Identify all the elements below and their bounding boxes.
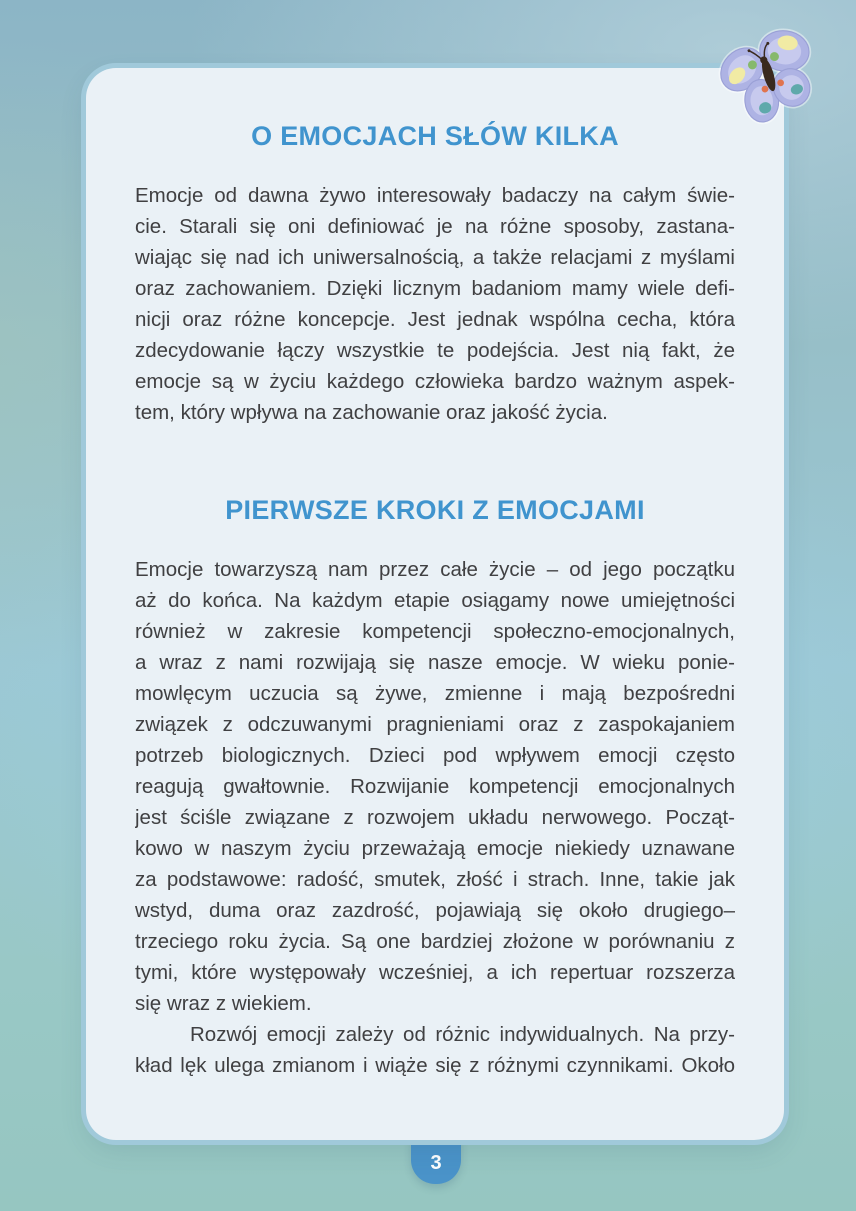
text-line: cie. Starali się oni definiować je na różne sposoby, zastana- — [135, 215, 735, 238]
section-heading: O EMOCJACH SŁÓW KILKA — [251, 121, 619, 151]
paragraph — [135, 180, 735, 428]
content-card — [86, 68, 784, 1140]
text-line: się wraz z wiekiem. — [135, 992, 312, 1015]
text-line: Emocje od dawna żywo interesowały badaczy na całym świe- — [135, 184, 735, 207]
section-heading: PIERWSZE KROKI Z EMOCJAMI — [225, 495, 645, 525]
text-line: związek z odczuwanymi pragnieniami oraz z zaspokajaniem — [135, 713, 735, 736]
text-line: kład lęk ulega zmianom i wiąże się z różnymi czynnikami. Około — [135, 1054, 735, 1077]
text-line: zdecydowanie łączy wszystkie te podejścia. Jest nią fakt, że — [135, 339, 735, 362]
text-line: Emocje towarzyszą nam przez całe życie – od jego początku — [135, 558, 735, 581]
section — [135, 120, 735, 428]
text-line: za podstawowe: radość, smutek, złość i strach. Inne, takie jak — [135, 868, 735, 891]
section — [135, 494, 735, 1081]
text-line: Rozwój emocji zależy od różnic indywidualnych. Na przy- — [190, 1023, 735, 1046]
text-line: emocje są w życiu każdego człowieka bardzo ważnym aspek- — [135, 370, 735, 393]
butterfly-icon — [712, 20, 826, 132]
paragraph — [135, 554, 735, 1019]
page-number: 3 — [430, 1151, 442, 1174]
paragraph — [135, 1019, 735, 1081]
text-line: aż do końca. Na każdym etapie osiągamy nowe umiejętności — [135, 589, 735, 612]
text-line: oraz zachowaniem. Dzięki licznym badaniom mamy wiele defi- — [135, 277, 735, 300]
text-line: nicji oraz różne koncepcje. Jest jednak wspólna cecha, która — [135, 308, 735, 331]
text-line: wiając się nad ich uniwersalnością, a także relacjami z myślami — [135, 246, 735, 269]
text-line: również w zakresie kompetencji społeczno-emocjonalnych, — [135, 620, 735, 643]
text-line: kowo w naszym życiu przeważają emocje niekiedy uznawane — [135, 837, 735, 860]
card-content — [135, 120, 735, 1081]
text-line: jest ściśle związane z rozwojem układu nerwowego. Począt- — [135, 806, 735, 829]
text-line: tymi, które występowały wcześniej, a ich repertuar rozszerza — [135, 961, 735, 984]
text-line: potrzeb biologicznych. Dzieci pod wpływem emocji często — [135, 744, 735, 767]
text-line: mowlęcym uczucia są żywe, zmienne i mają bezpośredni — [135, 682, 735, 705]
text-line: trzeciego roku życia. Są one bardziej złożone w porównaniu z — [135, 930, 735, 953]
text-line: a wraz z nami rozwijają się nasze emocje. W wieku ponie- — [135, 651, 735, 674]
text-line: wstyd, duma oraz zazdrość, pojawiają się około drugiego– — [135, 899, 735, 922]
text-line: tem, który wpływa na zachowanie oraz jakość życia. — [135, 401, 608, 424]
text-line: reagują gwałtownie. Rozwijanie kompetencji emocjonalnych — [135, 775, 735, 798]
